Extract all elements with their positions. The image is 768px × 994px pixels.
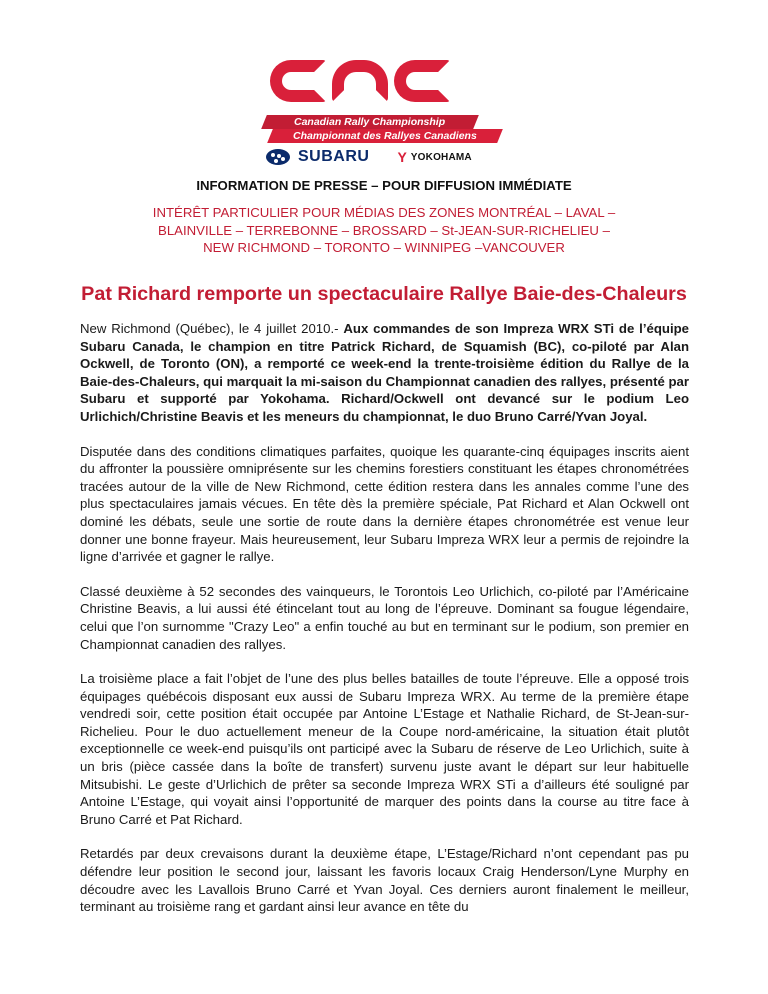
yokohama-wordmark: YOKOHAMA: [410, 151, 472, 163]
press-release-header: INFORMATION DE PRESSE – POUR DIFFUSION IMMÉDIATE: [196, 178, 572, 193]
crc-logo: [270, 60, 500, 172]
sponsor-logos: [266, 148, 472, 166]
interest-line-3: NEW RICHMOND – TORONTO – WINNIPEG –VANCOUVER: [203, 240, 565, 255]
crc-letter-r: [332, 60, 388, 102]
yokohama-y-icon: Y: [397, 149, 407, 165]
interest-line-1: INTÉRÊT PARTICULIER POUR MÉDIAS DES ZONES MONTRÉAL – LAVAL –: [152, 205, 616, 220]
subaru-stars-icon: [266, 149, 290, 165]
banner-english: Canadian Rally Championship: [261, 115, 479, 129]
media-interest-block: [80, 204, 688, 257]
dateline: New Richmond (Québec), le 4 juillet 2010.-: [80, 321, 344, 336]
paragraph-1: [80, 320, 689, 426]
subaru-wordmark: SUBARU: [298, 148, 370, 165]
banner-french: Championnat des Rallyes Canadiens: [267, 129, 503, 143]
crc-wordmark: [270, 60, 500, 102]
paragraph-2: Disputée dans des conditions climatiques parfaites, quoique les quarante-cinq équipages inscrits aient du affronter la poussière omniprésente sur les chemins forestiers constituant les étapes chronométrées tracées autour de la ville de New Richmond, cette édition restera dans les annales comme l’une des plus spectaculaires jamais vécues. En tête dès la première spéciale, Pat Richard et Alan Ockwell ont dominé les débats, seule une sortie de route dans la dernière étapes chronométrée est venue leur donner une bonne frayeur. Mais heureusement, leur Subaru Impreza WRX leur a permis de rejoindre la ligne d’arrivée et gagner le rallye.: [80, 443, 689, 565]
article-body: [80, 320, 689, 933]
paragraph-5: Retardés par deux crevaisons durant la deuxième étape, L’Estage/Richard n’ont cependant pas pu défendre leur position le second jour, laissant les favoris locaux Craig Henderson/Lyne Murphy en découdre avec les Lavallois Bruno Carré et Yvan Joyal. Ces derniers auront finalement le meilleur, terminant au troisième rang et gardant ainsi leur avance en tête du: [80, 846, 689, 915]
crc-letter-c1: [270, 60, 326, 102]
interest-line-2: BLAINVILLE – TERREBONNE – BROSSARD – St-JEAN-SUR-RICHELIEU –: [158, 222, 610, 238]
paragraph-3: Classé deuxième à 52 secondes des vainqueurs, le Torontois Leo Urlichich, co-piloté par l’Américaine Christine Beavis, a lui aussi été étincelant tout au long de l’épreuve. Dominant sa fougue légendaire, celui que l’on surnomme "Crazy Leo" a enfin touché au but en terminant sur le podium, son premier en Championnat canadien des rallyes.: [80, 583, 689, 652]
crc-letter-c2: [394, 60, 450, 102]
lead-summary: Aux commandes de son Impreza WRX STi de l’équipe Subaru Canada, le champion en titre Patrick Richard, de Squamish (BC), co-piloté par Alan Ockwell, de Toronto (ON), a remporté ce week-end la trente-troisième édition du Rallye de la Baie-des-Chaleurs, qui marquait la mi-saison du Championnat canadien des rallyes, présenté par Subaru et supporté par Yokohama. Richard/Ockwell ont devancé sur le podium Leo Urlichich/Christine Beavis et les meneurs du championnat, le duo Bruno Carré/Yvan Joyal.: [80, 321, 689, 424]
headline: Pat Richard remporte un spectaculaire Rallye Baie-des-Chaleurs: [81, 283, 687, 305]
paragraph-4: La troisième place a fait l’objet de l’une des plus belles batailles de toute l’épreuve. Elle a opposé trois équipages québécois disposant eux aussi de Subaru Impreza WRX. Au terme de la première étape vendredi soir, cette position était occupée par Antoine L’Estage et Nathalie Richard, de St-Jean-sur-Richelieu. Pour le duo actuellement meneur de la Coupe nord-américaine, la situation était plutôt exceptionnelle ce week-end puisqu’ils ont participé avec la Subaru de réserve de Leo Urlichich, suite à un bris (pièce cassée dans la boîte de transfert) survenu juste avant le départ sur leur habituelle Mitsubishi. Le geste d’Urlichich de prêter sa seconde Impreza WRX STi a d’ailleurs été souligné par Antoine L’Estage, qui voyait ainsi l’opportunité de marquer des points dans la course au titre face à Bruno Carré et Pat Richard.: [80, 671, 689, 827]
